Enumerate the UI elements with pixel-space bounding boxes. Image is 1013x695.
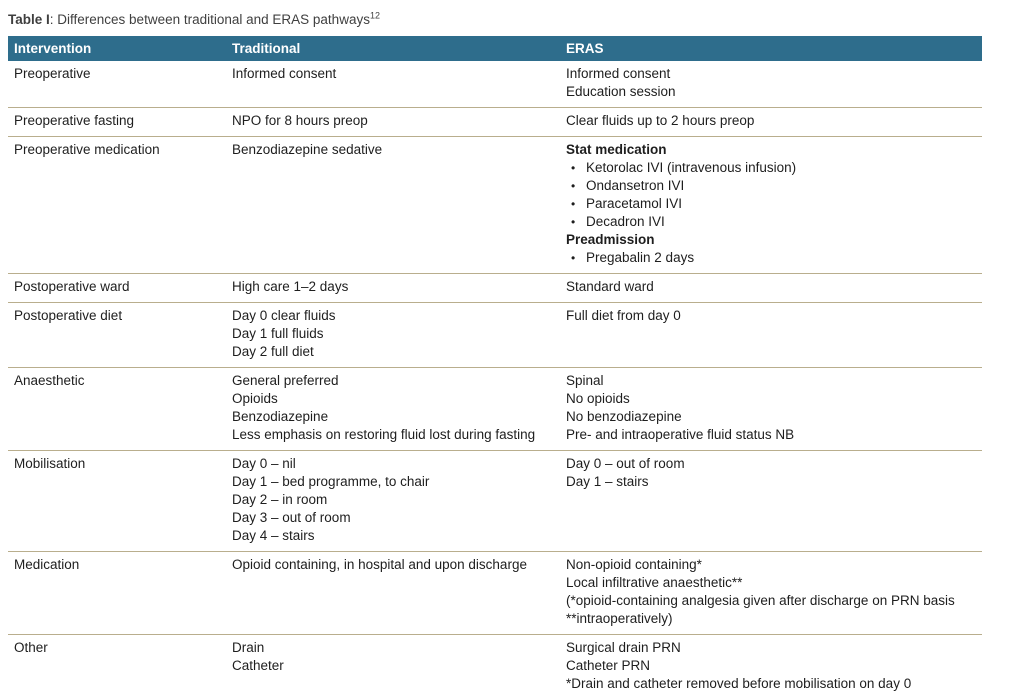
eras-cell [560,274,982,303]
cell-line: Local infiltrative anaesthetic** [566,575,743,590]
table-title-text: : Differences between traditional and ERAS pathways [49,12,370,27]
cell-line: Benzodiazepine sedative [232,142,383,157]
column-header-intervention: Intervention [8,36,226,61]
cell-line: Standard ward [566,279,654,294]
table-row [8,635,982,695]
bullet-icon: • [571,179,576,193]
cell-line: Preadmission [566,232,655,247]
cell-line: **intraoperatively) [566,611,673,626]
eras-cell [560,303,982,368]
cell-line: Stat medication [566,142,667,157]
table-row [8,552,982,635]
cell-line [566,177,976,195]
cell-line: Opioid containing, in hospital and upon discharge [232,557,527,572]
intervention-cell: Mobilisation [8,451,226,552]
table-row [8,108,982,137]
eras-comparison-table [8,36,982,695]
cell-line: Day 0 – nil [232,456,296,471]
cell-line: Day 1 – stairs [566,474,649,489]
table-header-row [8,36,982,61]
bullet-item-text: Pregabalin 2 days [586,250,695,265]
table-row [8,368,982,451]
cell-line: Education session [566,84,676,99]
cell-line [566,213,976,231]
cell-line: No opioids [566,391,630,406]
eras-cell [560,635,982,695]
intervention-cell: Postoperative ward [8,274,226,303]
eras-cell [560,552,982,635]
traditional-cell [226,108,560,137]
intervention-cell: Postoperative diet [8,303,226,368]
cell-line: Day 1 – bed programme, to chair [232,474,430,489]
eras-cell [560,137,982,274]
table-title-reference: 12 [369,10,380,21]
cell-line: Clear fluids up to 2 hours preop [566,113,755,128]
table-row [8,451,982,552]
cell-line: Pre- and intraoperative fluid status NB [566,427,795,442]
traditional-cell [226,635,560,695]
traditional-cell [226,137,560,274]
cell-line: Less emphasis on restoring fluid lost during fasting [232,427,536,442]
cell-line: Day 4 – stairs [232,528,315,543]
table-row [8,274,982,303]
bullet-item-text: Paracetamol IVI [586,196,683,211]
cell-line [566,159,976,177]
cell-line: No benzodiazepine [566,409,682,424]
traditional-cell [226,368,560,451]
cell-line: Full diet from day 0 [566,308,681,323]
bullet-icon: • [571,215,576,229]
cell-line: Day 2 full diet [232,344,314,359]
cell-line: Spinal [566,373,604,388]
cell-line [566,249,976,267]
cell-line: (*opioid-containing analgesia given after discharge on PRN basis [566,593,955,608]
intervention-cell: Preoperative medication [8,137,226,274]
intervention-cell: Medication [8,552,226,635]
cell-line: Day 2 – in room [232,492,328,507]
bullet-item-text: Ketorolac IVI (intravenous infusion) [586,160,797,175]
cell-line: Day 0 clear fluids [232,308,336,323]
traditional-cell [226,274,560,303]
cell-line [566,195,976,213]
column-header-eras: ERAS [560,36,982,61]
table-row [8,303,982,368]
traditional-cell [226,61,560,108]
eras-cell [560,451,982,552]
traditional-cell [226,552,560,635]
table-row [8,137,982,274]
cell-line: Informed consent [232,66,337,81]
cell-line: Informed consent [566,66,671,81]
eras-cell [560,61,982,108]
bullet-icon: • [571,161,576,175]
traditional-cell [226,303,560,368]
cell-line: General preferred [232,373,339,388]
traditional-cell [226,451,560,552]
cell-line: *Drain and catheter removed before mobilisation on day 0 [566,676,912,691]
intervention-cell: Preoperative [8,61,226,108]
cell-line: Surgical drain PRN [566,640,681,655]
cell-line: Benzodiazepine [232,409,329,424]
column-header-traditional: Traditional [226,36,560,61]
bullet-icon: • [571,197,576,211]
table-title-label: Table I [8,12,50,27]
cell-line: Catheter PRN [566,658,651,673]
cell-line: Day 0 – out of room [566,456,685,471]
cell-line: Day 1 full fluids [232,326,324,341]
cell-line: Catheter [232,658,284,673]
cell-line: Non-opioid containing* [566,557,702,572]
bullet-item-text: Decadron IVI [586,214,665,229]
eras-cell [560,108,982,137]
cell-line: Drain [232,640,265,655]
cell-line: Opioids [232,391,278,406]
bullet-item-text: Ondansetron IVI [586,178,685,193]
table-row [8,61,982,108]
table-title [8,11,1013,28]
intervention-cell: Other [8,635,226,695]
intervention-cell: Preoperative fasting [8,108,226,137]
eras-cell [560,368,982,451]
cell-line: Day 3 – out of room [232,510,351,525]
bullet-icon: • [571,251,576,265]
cell-line: High care 1–2 days [232,279,349,294]
cell-line: NPO for 8 hours preop [232,113,368,128]
intervention-cell: Anaesthetic [8,368,226,451]
